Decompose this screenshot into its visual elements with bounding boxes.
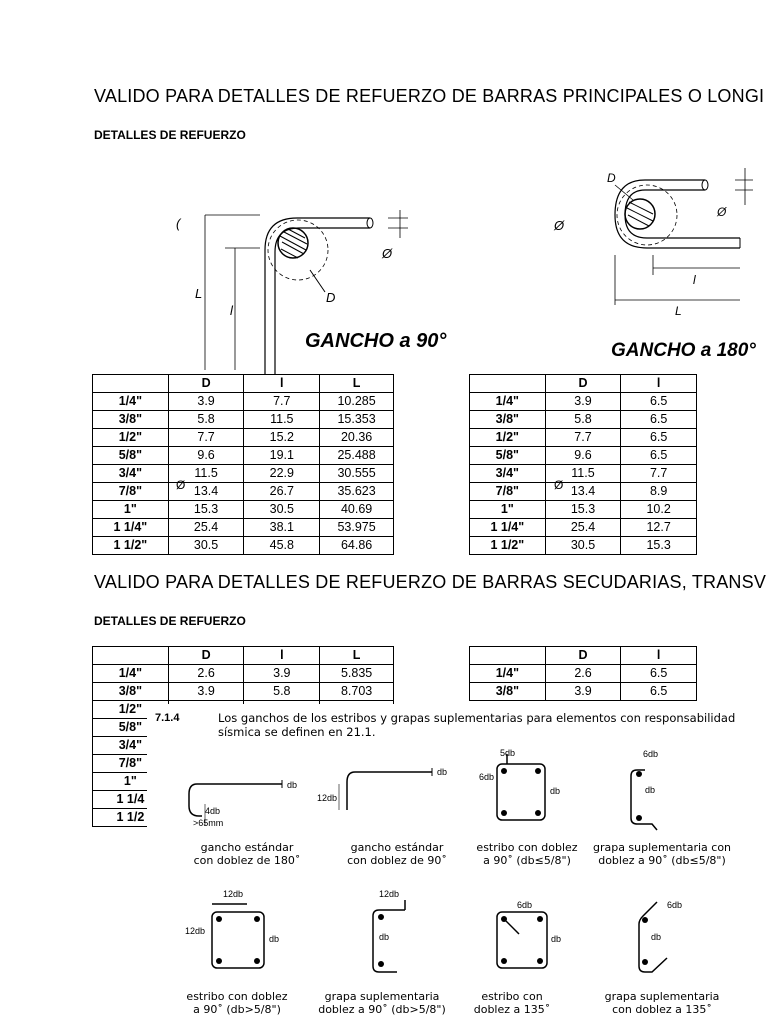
table-cell: 7.7 — [244, 393, 320, 411]
caption-fig4: grapa suplementaria con doblez a 90˚ (db≤5/8") — [592, 841, 732, 867]
table-cell: 1/2" — [93, 701, 169, 719]
table-cell: 6.5 — [621, 447, 697, 465]
table-cell: 45.8 — [244, 537, 320, 555]
table-row — [470, 465, 697, 483]
table-cell: 10.2 — [621, 501, 697, 519]
caption-fig2: gancho estándar con doblez de 90˚ — [347, 841, 447, 867]
table-cell: 1 1/2" — [93, 537, 169, 555]
table-row — [470, 447, 697, 465]
table-header-row — [470, 647, 697, 665]
fig5-label-db: db — [269, 934, 280, 944]
table-cell: 3/8" — [470, 683, 546, 701]
table-cell: 7/8" — [93, 483, 169, 501]
overlay-drawings — [147, 744, 768, 1024]
table-cell: 1/2" — [470, 429, 546, 447]
table-cell: 5/8" — [93, 447, 169, 465]
table-header-row — [93, 375, 394, 393]
table-header-cell: D — [545, 375, 621, 393]
table-cell: 1 1/2 — [93, 809, 169, 827]
table-cell: 10.285 — [320, 393, 394, 411]
table-cell: 1 1/2" — [470, 537, 546, 555]
table-cell: 3.9 — [168, 683, 244, 701]
caption-fig7: estribo con doblez a 135˚ — [473, 990, 551, 1016]
table-header-cell: D — [168, 375, 244, 393]
table-row — [470, 429, 697, 447]
section1-subtitle: DETALLES DE REFUERZO — [94, 128, 246, 142]
fig6-label-db: db — [379, 932, 390, 942]
table-cell: 30.5 — [545, 537, 621, 555]
caption-fig3: estribo con doblez a 90˚ (db≤5/8") — [476, 841, 578, 867]
table-hook90-main — [92, 374, 394, 555]
table-cell: 11.5 — [244, 411, 320, 429]
table-header-cell: l — [244, 375, 320, 393]
table-cell: 3.9 — [244, 665, 320, 683]
table-cell: 9.6 — [545, 447, 621, 465]
table-cell: 1" — [470, 501, 546, 519]
hook-90-diagram — [160, 180, 460, 380]
fig2-label-db: db — [437, 767, 448, 777]
table-row — [93, 393, 394, 411]
table-row — [470, 393, 697, 411]
fig6-label-12db: 12db — [379, 889, 400, 899]
table-cell: 12.7 — [621, 519, 697, 537]
table-cell: 9.6 — [168, 447, 244, 465]
table-cell: 7.7 — [168, 429, 244, 447]
hook180-label-L: L — [675, 304, 682, 318]
table-cell: 3/8" — [93, 683, 169, 701]
table-cell: 3/8" — [470, 411, 546, 429]
hook90-label-L: L — [195, 286, 203, 301]
table-cell: 64.86 — [320, 537, 394, 555]
table-header-cell: L — [320, 375, 394, 393]
section2-title: VALIDO PARA DETALLES DE REFUERZO DE BARRAS SECUDARIAS, TRANSV — [94, 572, 767, 592]
hook180-label-l: l — [693, 273, 696, 287]
table-cell: 7.7 — [621, 465, 697, 483]
table-row — [470, 683, 697, 701]
table-row — [470, 411, 697, 429]
table-hook180-secondary — [469, 646, 697, 701]
table-cell: 13.4 — [545, 483, 621, 501]
hook90-label-D: D — [326, 290, 336, 305]
table-header-cell — [470, 375, 546, 393]
table-row — [93, 429, 394, 447]
table-cell: 19.1 — [244, 447, 320, 465]
table-cell: 15.3 — [545, 501, 621, 519]
hook180-title: GANCHO a 180° — [611, 340, 756, 361]
fig4-label-db: db — [645, 785, 656, 795]
table-cell: 7/8" — [470, 483, 546, 501]
overlay-text-line1: Los ganchos de los estribos y grapas suplementarias para elementos con responsabilidad — [218, 711, 736, 725]
table-cell: 26.7 — [244, 483, 320, 501]
table-cell: 3.9 — [545, 393, 621, 411]
table-cell: 7/8" — [93, 755, 169, 773]
phi-mark-t1: Ø — [176, 478, 186, 492]
table-cell: 40.69 — [320, 501, 394, 519]
overlay-section-number: 7.1.4 — [155, 712, 180, 724]
table-header-cell: L — [320, 647, 394, 665]
table-header-row — [93, 647, 394, 665]
caption-fig5: estribo con doblez a 90˚ (db>5/8") — [186, 990, 288, 1016]
fig5-label-12db-top: 12db — [223, 889, 244, 899]
hook180-label-phi: Ø — [717, 205, 727, 219]
table-header-cell: D — [168, 647, 244, 665]
fig7-label-db: db — [551, 934, 562, 944]
table-cell: 1" — [93, 773, 169, 791]
table-cell: 15.3 — [168, 501, 244, 519]
hook-180-diagram — [585, 160, 768, 360]
fig1-label-4db: 4db — [205, 806, 221, 816]
table-header-cell — [93, 647, 169, 665]
hook180-label-D: D — [607, 171, 616, 185]
table-header-cell — [93, 375, 169, 393]
fig3-label-db: db — [550, 786, 561, 796]
table-cell: 6.5 — [621, 683, 697, 701]
table-cell: 1/4" — [470, 393, 546, 411]
section2-subtitle: DETALLES DE REFUERZO — [94, 614, 246, 628]
table-row — [470, 483, 697, 501]
table-cell: 6.5 — [621, 429, 697, 447]
table-cell: 6.5 — [621, 665, 697, 683]
table-row — [470, 501, 697, 519]
table-header-cell: l — [621, 375, 697, 393]
table-row — [470, 537, 697, 555]
table-row — [93, 537, 394, 555]
table-cell: 11.5 — [168, 465, 244, 483]
table-row — [93, 683, 394, 701]
table-cell: 1/4" — [93, 665, 169, 683]
caption-fig1: gancho estándar con doblez de 180˚ — [193, 841, 301, 867]
table-cell: 35.623 — [320, 483, 394, 501]
table-cell: 6.5 — [621, 393, 697, 411]
table-cell: 5.8 — [545, 411, 621, 429]
hook90-title: GANCHO a 90° — [305, 330, 447, 352]
hook90-label-phi: Ø — [382, 246, 393, 261]
hook90-label-l: l — [230, 303, 233, 318]
table-cell: 5.835 — [320, 665, 394, 683]
table-row — [470, 665, 697, 683]
table-cell: 5.8 — [244, 683, 320, 701]
table-row — [93, 501, 394, 519]
table-header-cell — [470, 647, 546, 665]
table-cell: 20.36 — [320, 429, 394, 447]
table-cell: 30.5 — [168, 537, 244, 555]
table-cell: 3.9 — [545, 683, 621, 701]
table-cell: 53.975 — [320, 519, 394, 537]
table-cell: 11.5 — [545, 465, 621, 483]
table-row — [93, 483, 394, 501]
table-cell: 38.1 — [244, 519, 320, 537]
table-cell: 8.9 — [621, 483, 697, 501]
table-row — [93, 665, 394, 683]
table-cell: 1 1/4" — [93, 519, 169, 537]
section1-title: VALIDO PARA DETALLES DE REFUERZO DE BARRAS PRINCIPALES O LONGI — [94, 86, 765, 106]
table-cell: 30.5 — [244, 501, 320, 519]
table-cell: 3/8" — [93, 411, 169, 429]
table-cell: 13.4 — [168, 483, 244, 501]
table-cell: 15.353 — [320, 411, 394, 429]
fig8-label-db: db — [651, 932, 662, 942]
caption-fig6: grapa suplementaria doblez a 90˚ (db>5/8") — [318, 990, 446, 1016]
table-cell: 5/8" — [470, 447, 546, 465]
table-row — [93, 465, 394, 483]
overlay-figure — [147, 704, 768, 1024]
fig3-label-6db: 6db — [479, 772, 495, 782]
table-cell: 1" — [93, 501, 169, 519]
table-cell: 2.6 — [545, 665, 621, 683]
table-cell: 25.488 — [320, 447, 394, 465]
table-row — [93, 519, 394, 537]
table-cell: 3.9 — [168, 393, 244, 411]
table-cell: 6.5 — [621, 411, 697, 429]
fig4-label-6db: 6db — [643, 749, 659, 759]
table-cell: 8.703 — [320, 683, 394, 701]
table-header-row — [470, 375, 697, 393]
overlay-text-line2: sísmica se definen en 21.1. — [218, 725, 376, 739]
table-header-cell: l — [621, 647, 697, 665]
table-cell: 3/4" — [93, 737, 169, 755]
fig8-label-6db: 6db — [667, 900, 683, 910]
table-cell: 15.3 — [621, 537, 697, 555]
table-cell: 22.9 — [244, 465, 320, 483]
fig7-label-6db: 6db — [517, 900, 533, 910]
table-cell: 5/8" — [93, 719, 169, 737]
table-header-cell: D — [545, 647, 621, 665]
table-cell: 25.4 — [168, 519, 244, 537]
table-cell: 1 1/4" — [470, 519, 546, 537]
table-cell: 3/4" — [93, 465, 169, 483]
table-cell: 5.8 — [168, 411, 244, 429]
table-row — [93, 411, 394, 429]
table-cell: 1/4" — [93, 393, 169, 411]
svg-text:(: ( — [176, 216, 181, 231]
fig1-label-db: db — [287, 780, 298, 790]
table-row — [470, 519, 697, 537]
table-cell: 1/2" — [93, 429, 169, 447]
fig2-label-12db: 12db — [317, 793, 338, 803]
table-header-cell: l — [244, 647, 320, 665]
table-cell: 1 1/4 — [93, 791, 169, 809]
table-cell: 25.4 — [545, 519, 621, 537]
fig5-label-12db-side: 12db — [185, 926, 206, 936]
table-cell: 3/4" — [470, 465, 546, 483]
hook180-label-phi-left: Ø — [554, 218, 565, 233]
table-cell: 1/4" — [470, 665, 546, 683]
table-hook180-main — [469, 374, 697, 555]
table-cell: 30.555 — [320, 465, 394, 483]
fig1-label-65mm: >65mm — [193, 818, 224, 828]
fig3-label-5db: 5db — [500, 748, 516, 758]
table-row — [93, 447, 394, 465]
phi-mark-t2: Ø — [554, 478, 564, 492]
table-cell: 7.7 — [545, 429, 621, 447]
table-cell: 2.6 — [168, 665, 244, 683]
table-cell: 15.2 — [244, 429, 320, 447]
caption-fig8: grapa suplementaria con doblez a 135˚ — [604, 990, 720, 1016]
